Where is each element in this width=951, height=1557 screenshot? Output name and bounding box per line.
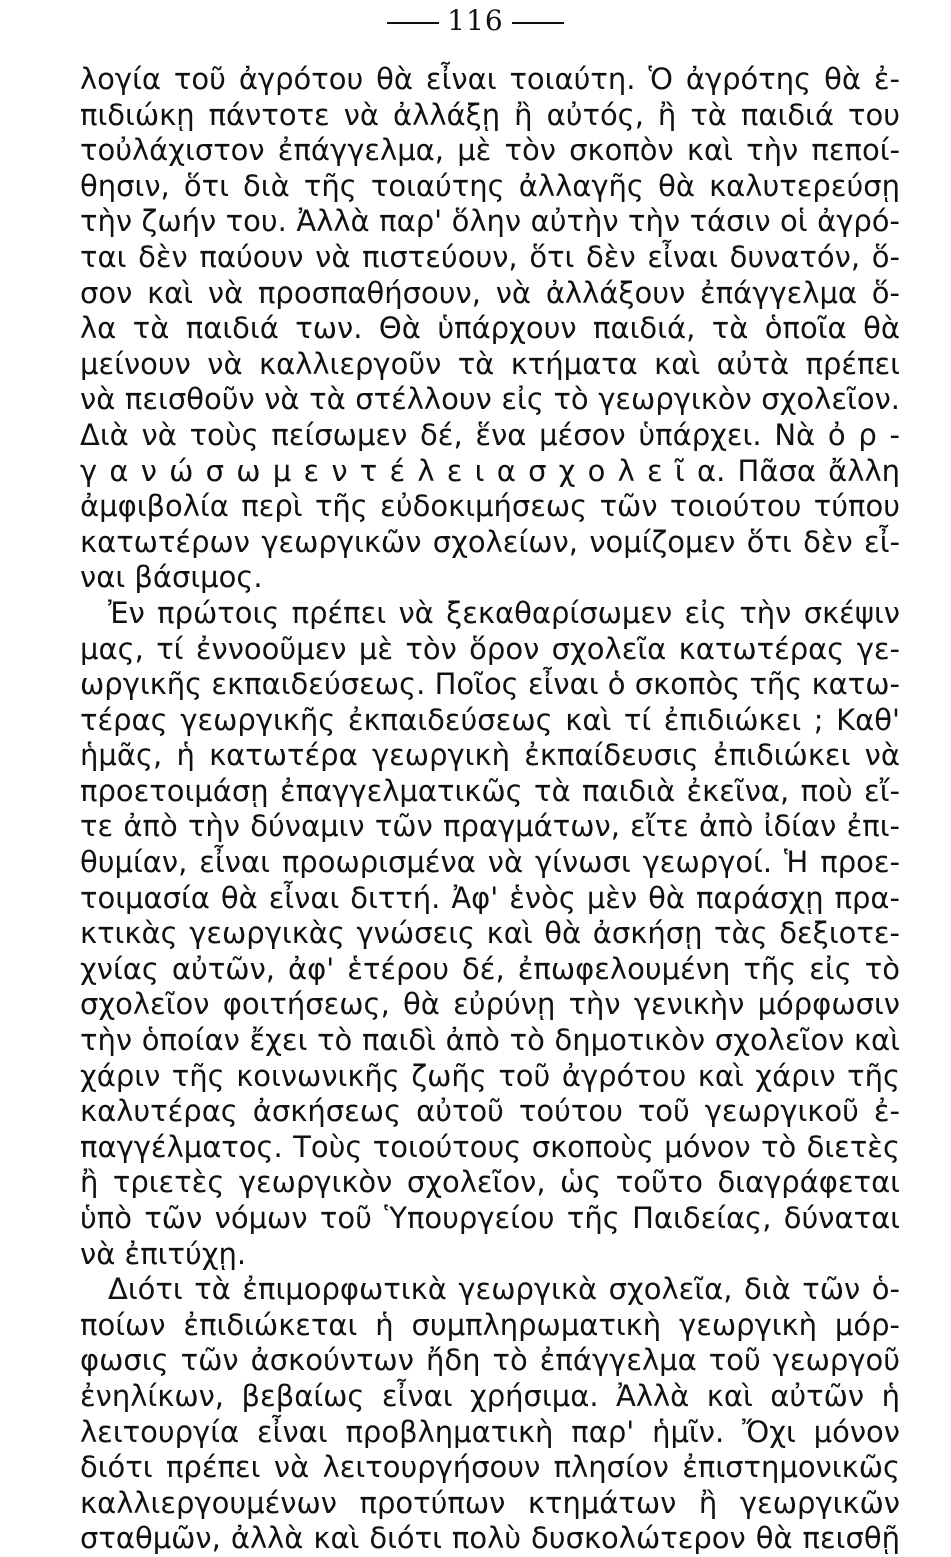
text-line: τε ἀπὸ τὴν δύναμιν τῶν πραγμάτων, εἴτε ἀπὸ ἰδίαν ἐπι- (80, 809, 900, 844)
text-line: τοὐλάχιστον ἐπάγγελμα, μὲ τὸν σκοπὸν καὶ τὴν πεποί- (80, 133, 900, 168)
text-line: παγγέλματος. Τοὺς τοιούτους σκοποὺς μόνον τὸ διετὲς (80, 1129, 900, 1164)
text-line: τὴν ζωήν του. Ἀλλὰ παρ' ὅλην αὐτὴν τὴν τάσιν οἱ ἀγρό- (80, 204, 900, 239)
text-line: πιδιώκῃ πάντοτε νὰ ἀλλάξῃ ἢ αὐτός, ἢ τὰ παιδιά του (80, 97, 900, 132)
text-line: καλυτέρας ἀσκήσεως αὐτοῦ τούτου τοῦ γεωργικοῦ ἐ- (80, 1094, 900, 1129)
text-line: καλλιεργουμένων προτύπων κτημάτων ἢ γεωργικῶν (80, 1485, 900, 1520)
text-line: μείνουν νὰ καλλιεργοῦν τὰ κτήματα καὶ αὐτὰ πρέπει (80, 346, 900, 381)
text-line: Διότι τὰ ἐπιμορφωτικὰ γεωργικὰ σχολεῖα, διὰ τῶν ὁ- (108, 1272, 900, 1307)
text-line: ται δὲν παύουν νὰ πιστεύουν, ὅτι δὲν εἶναι δυνατόν, ὅ- (80, 239, 900, 274)
text-line: θυμίαν, εἶναι προωρισμένα νὰ γίνωσι γεωργοί. Ἡ προε- (80, 845, 900, 880)
text-line: χάριν τῆς κοινωνικῆς ζωῆς τοῦ ἀγρότου καὶ χάριν τῆς (80, 1058, 900, 1093)
text-line: διότι πρέπει νὰ λειτουργήσουν πλησίον ἐπιστημονικῶς (80, 1450, 900, 1485)
text-line: ἐνηλίκων, βεβαίως εἶναι χρήσιμα. Ἀλλὰ καὶ αὐτῶν ἡ (80, 1378, 900, 1413)
text-line: σον καὶ νὰ προσπαθήσουν, νὰ ἀλλάξουν ἐπάγγελμα ὅ- (80, 275, 900, 310)
text-line: χνίας αὐτῶν, ἀφ' ἑτέρου δέ, ἐπωφελουμένη τῆς εἰς τὸ (80, 951, 900, 986)
text-line: σχολεῖον φοιτήσεως, θὰ εὐρύνῃ τὴν γενικὴν μόρφωσιν (80, 987, 900, 1022)
text-line: Ἐν πρώτοις πρέπει νὰ ξεκαθαρίσωμεν εἰς τὴν σκέψιν (108, 595, 900, 630)
text-line: ἀμφιβολία περὶ τῆς εὐδοκιμήσεως τῶν τοιούτου τύπου (80, 489, 900, 524)
text-line: ἢ τριετὲς γεωργικὸν σχολεῖον, ὡς τοῦτο διαγράφεται (80, 1165, 900, 1200)
text-line: μας, τί ἐννοοῦμεν μὲ τὸν ὅρον σχολεῖα κατωτέρας γε- (80, 631, 900, 666)
text-line: τέρας γεωργικῆς ἐκπαιδεύσεως καὶ τί ἐπιδιώκει ; Καθ' (80, 702, 900, 737)
text-line: Διὰ νὰ τοὺς πείσωμεν δέ, ἕνα μέσον ὑπάρχει. Νὰ ὀ ρ - (80, 417, 900, 452)
text-line: λογία τοῦ ἀγρότου θὰ εἶναι τοιαύτη. Ὁ ἀγρότης θὰ ἐ- (80, 62, 900, 96)
header-right-rule (512, 22, 564, 24)
text-line: θησιν, ὅτι διὰ τῆς τοιαύτης ἀλλαγῆς θὰ καλυτερεύσῃ (80, 168, 900, 203)
text-line: νὰ ἐπιτύχῃ. (80, 1236, 247, 1271)
body-text (80, 62, 900, 1557)
text-line: κατωτέρων γεωργικῶν σχολείων, νομίζομεν ὅτι δὲν εἶ- (80, 524, 900, 559)
page-number: 116 (447, 4, 504, 37)
text-line: σταθμῶν, ἀλλὰ καὶ διότι πολὺ δυσκολώτερον θὰ πεισθῇ (80, 1521, 900, 1556)
text-line: λα τὰ παιδιά των. Θὰ ὑπάρχουν παιδιά, τὰ ὁποῖα θὰ (80, 311, 900, 346)
text-line: τὴν ὁποίαν ἔχει τὸ παιδὶ ἀπὸ τὸ δημοτικὸν σχολεῖον καὶ (80, 1023, 900, 1058)
text-line: φωσις τῶν ἀσκούντων ἤδη τὸ ἐπάγγελμα τοῦ γεωργοῦ (80, 1343, 900, 1378)
text-line: λειτουργία εἶναι προβληματικὴ παρ' ἡμῖν. Ὄχι μόνον (80, 1414, 900, 1449)
text-line: ναι βάσιμος. (80, 560, 263, 595)
text-line: ωργικῆς εκπαιδεύσεως. Ποῖος εἶναι ὁ σκοπὸς τῆς κατω- (80, 667, 900, 702)
text-line: προετοιμάσῃ ἐπαγγελματικῶς τὰ παιδιὰ ἐκεῖνα, ποὺ εἴ- (80, 773, 900, 808)
text-line: ποίων ἐπιδιώκεται ἡ συμπληρωματικὴ γεωργικὴ μόρ- (80, 1307, 900, 1342)
text-line: ὑπὸ τῶν νόμων τοῦ Ὑπουργείου τῆς Παιδείας, δύναται (80, 1201, 900, 1235)
text-line: νὰ πεισθοῦν νὰ τὰ στέλλουν εἰς τὸ γεωργικὸν σχολεῖον. (80, 382, 900, 417)
text-line: κτικὰς γεωργικὰς γνώσεις καὶ θὰ ἀσκήσῃ τὰς δεξιοτε- (80, 916, 900, 951)
text-line: τοιμασία θὰ εἶναι διττή. Ἀφ' ἑνὸς μὲν θὰ παράσχῃ πρα- (80, 880, 900, 915)
text-line: γ α ν ώ σ ω μ ε ν τ έ λ ε ι α σ χ ο λ ε ῖ α. Πᾶσα ἄλλη (80, 453, 900, 488)
page-header (0, 4, 951, 38)
text-line: ἡμᾶς, ἡ κατωτέρα γεωργικὴ ἐκπαίδευσις ἐπιδιώκει νὰ (80, 738, 900, 773)
header-left-rule (387, 22, 439, 24)
